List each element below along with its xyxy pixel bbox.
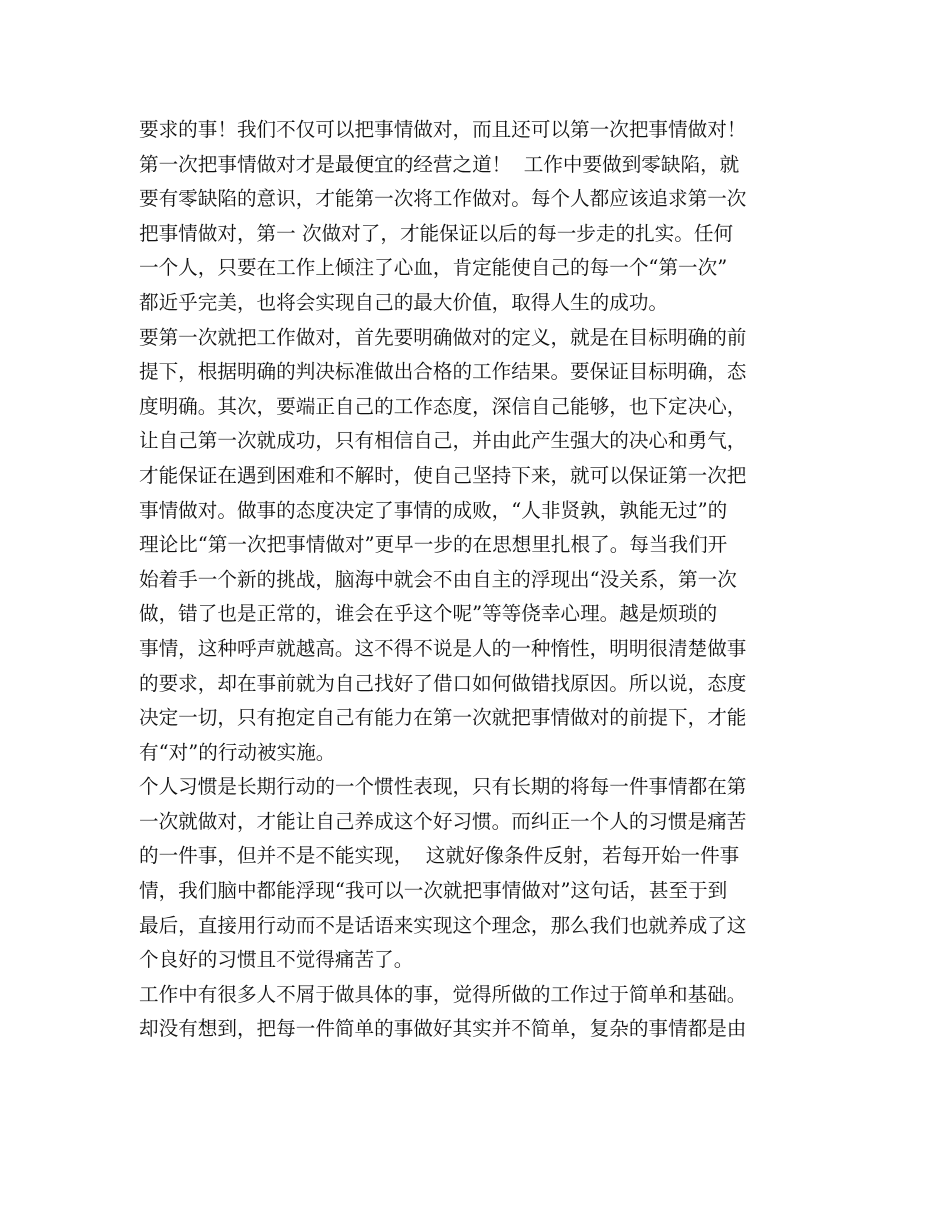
text-line: 的要求，却在事前就为自己找好了借口如何做错找原因。所以说，态度 (139, 671, 747, 695)
text-line: 工作中有很多人不屑于做具体的事，觉得所做的工作过于简单和基础。 (139, 982, 747, 1006)
text-line: 提下，根据明确的判决标准做出合格的工作结果。要保证目标明确，态 (139, 360, 747, 384)
text-line: 第一次把事情做对才是最便宜的经营之道！ 工作中要做到零缺陷，就 (139, 152, 740, 176)
text-line: 让自己第一次就成功，只有相信自己，并由此产生强大的决心和勇气， (139, 429, 747, 453)
text-line: 事情，这种呼声就越高。这不得不说是人的一种惰性，明明很清楚做事 (139, 636, 747, 660)
text-line: 最后，直接用行动而不是话语来实现这个理念，那么我们也就养成了这 (139, 913, 747, 937)
text-line: 要第一次就把工作做对，首先要明确做对的定义，就是在目标明确的前 (139, 325, 747, 349)
text-line: 却没有想到，把每一件简单的事做好其实并不简单，复杂的事情都是由 (139, 1017, 747, 1041)
text-line: 要有零缺陷的意识，才能第一次将工作做对。每个人都应该追求第一次 (139, 187, 747, 211)
text-line: 把事情做对，第一 次做对了，才能保证以后的每一步走的扎实。任何 (139, 221, 734, 245)
text-line: 才能保证在遇到困难和不解时，使自己坚持下来，就可以保证第一次把 (139, 463, 747, 487)
text-line: 都近乎完美，也将会实现自己的最大价值，取得人生的成功。 (139, 290, 669, 314)
text-line: 一次就做对，才能让自己养成这个好习惯。而纠正一个人的习惯是痛苦 (139, 809, 747, 833)
text-line: 事情做对。做事的态度决定了事情的成败，“人非贤孰，孰能无过”的 (139, 498, 728, 522)
text-line: 度明确。其次，要端正自己的工作态度，深信自己能够，也下定决心， (139, 394, 747, 418)
text-line: 理论比“第一次把事情做对”更早一步的在思想里扎根了。每当我们开 (139, 533, 728, 557)
text-line: 要求的事！我们不仅可以把事情做对，而且还可以第一次把事情做对！ (139, 118, 747, 141)
text-line: 个良好的习惯且不觉得痛苦了。 (139, 948, 414, 972)
text-line: 一个人，只要在工作上倾注了心血，肯定能使自己的每一个“第一次” (139, 256, 728, 280)
text-line: 始着手一个新的挑战，脑海中就会不由自主的浮现出“没关系，第一次 (139, 567, 737, 591)
text-line: 有“对”的行动被实施。 (139, 740, 336, 764)
text-line: 情，我们脑中都能浮现“我可以一次就把事情做对”这句话，甚至于到 (139, 879, 728, 903)
body-text (139, 113, 829, 1047)
text-line: 个人习惯是长期行动的一个惯性表现，只有长期的将每一件事情都在第 (139, 775, 747, 799)
text-line: 决定一切，只有抱定自己有能力在第一次就把事情做对的前提下，才能 (139, 706, 747, 730)
text-line: 的一件事，但并不是不能实现， 这就好像条件反射，若每开始一件事 (139, 844, 740, 868)
text-line: 做，错了也是正常的，谁会在乎这个呢”等等侥幸心理。越是烦琐的 (139, 602, 718, 626)
